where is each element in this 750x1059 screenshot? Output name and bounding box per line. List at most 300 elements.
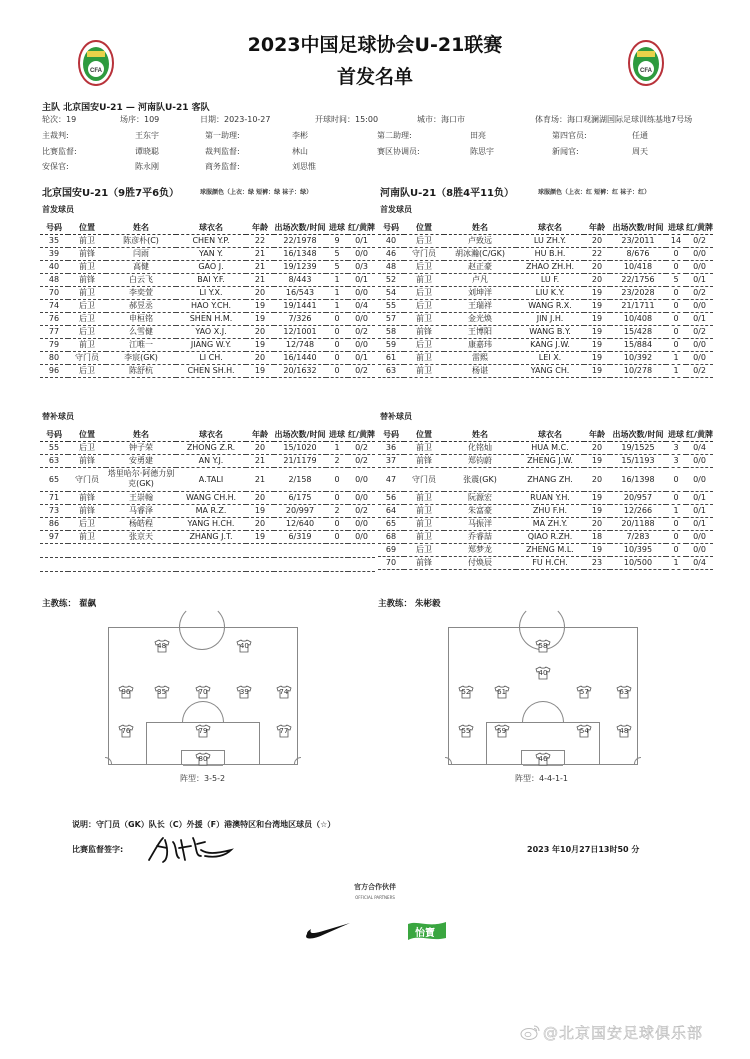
- player-cards: 0/2: [348, 441, 375, 454]
- player-apps-minutes: 12/640: [274, 517, 326, 530]
- player-row: [378, 260, 713, 273]
- player-shirt-marker: [494, 724, 510, 738]
- player-apps-minutes: 10/278: [610, 364, 666, 377]
- player-cards: 0/2: [348, 504, 375, 517]
- player-row: [40, 247, 375, 260]
- player-name: 杨谌: [444, 364, 516, 377]
- player-name: 郝昱丞: [106, 299, 176, 312]
- player-age: 20: [246, 517, 274, 530]
- player-shirt-marker: [535, 666, 551, 680]
- home-team-name: 北京国安U-21（9胜7平6负）: [42, 188, 180, 199]
- player-age: 20: [584, 441, 610, 454]
- col-age: 年龄: [246, 221, 274, 234]
- player-shirt-name: BAI Y.F.: [176, 273, 246, 286]
- col-cards: 红/黄牌: [686, 428, 713, 441]
- player-shirt-name: WANG B.Y.: [516, 325, 584, 338]
- player-cards: 0/2: [348, 454, 375, 467]
- home-starters-table: [40, 221, 375, 378]
- player-row: [40, 234, 375, 247]
- player-number: 35: [40, 234, 68, 247]
- player-shirt-name: ZHANG J.T.: [176, 530, 246, 543]
- player-number: 57: [378, 312, 404, 325]
- player-position: 前卫: [404, 504, 444, 517]
- col-cards: 红/黄牌: [348, 428, 375, 441]
- shirt-number: 76: [121, 727, 131, 736]
- player-name: 高健: [106, 260, 176, 273]
- player-name: 胡冰瀚(C/GK): [444, 247, 516, 260]
- player-position: 前卫: [404, 441, 444, 454]
- player-goals: 1: [666, 504, 686, 517]
- col-goals: 进球: [666, 221, 686, 234]
- player-row: [40, 364, 375, 377]
- player-number: 48: [378, 260, 404, 273]
- player-number: 47: [378, 467, 404, 491]
- col-shirt-name: 球衣名: [176, 221, 246, 234]
- player-apps-minutes: 16/1398: [610, 467, 666, 491]
- player-apps-minutes: 16/543: [274, 286, 326, 299]
- player-age: 20: [584, 234, 610, 247]
- player-name: 付焕辰: [444, 556, 516, 569]
- player-age: 21: [246, 454, 274, 467]
- player-position: 后卫: [404, 260, 444, 273]
- player-apps-minutes: 10/395: [610, 543, 666, 556]
- player-shirt-name: YANG H.CH.: [176, 517, 246, 530]
- shirt-number: 35: [157, 687, 167, 696]
- player-apps-minutes: 23/2028: [610, 286, 666, 299]
- official-label: 比赛监督:: [42, 147, 77, 156]
- player-position: 前卫: [68, 530, 106, 543]
- player-goals: 9: [326, 234, 348, 247]
- player-apps-minutes: 19/1239: [274, 260, 326, 273]
- player-row: [378, 504, 713, 517]
- empty-cell: [348, 557, 375, 571]
- player-name: 卢凡: [444, 273, 516, 286]
- player-number: 58: [378, 325, 404, 338]
- player-number: 86: [40, 517, 68, 530]
- player-shirt-name: LI CH.: [176, 351, 246, 364]
- player-shirt-marker: [118, 724, 134, 738]
- player-name: 卢致远: [444, 234, 516, 247]
- player-apps-minutes: 12/1001: [274, 325, 326, 338]
- player-position: 后卫: [404, 338, 444, 351]
- player-age: 19: [584, 325, 610, 338]
- nike-swoosh-icon: [305, 920, 351, 940]
- player-goals: 0: [326, 491, 348, 504]
- player-number: 37: [378, 454, 404, 467]
- player-apps-minutes: 16/1348: [274, 247, 326, 260]
- player-age: 18: [584, 530, 610, 543]
- col-cards: 红/黄牌: [348, 221, 375, 234]
- player-goals: 5: [666, 273, 686, 286]
- player-apps-minutes: 6/175: [274, 491, 326, 504]
- player-position: 前锋: [68, 504, 106, 517]
- player-shirt-marker: [616, 685, 632, 699]
- col-number: 号码: [378, 221, 404, 234]
- player-row: [378, 299, 713, 312]
- player-position: 后卫: [404, 286, 444, 299]
- shirt-number: 39: [239, 687, 249, 696]
- player-goals: 0: [326, 364, 348, 377]
- player-goals: 0: [326, 351, 348, 364]
- player-shirt-name: FU H.CH.: [516, 556, 584, 569]
- cfa-logo-icon: [628, 40, 664, 86]
- player-position: 前锋: [68, 273, 106, 286]
- player-cards: 0/0: [686, 260, 713, 273]
- svg-text:CFA: CFA: [90, 68, 102, 74]
- player-name: 刘坤洋: [444, 286, 516, 299]
- col-name: 姓名: [106, 221, 176, 234]
- col-cards: 红/黄牌: [686, 221, 713, 234]
- document-subtitle: 首发名单: [336, 66, 413, 88]
- player-shirt-marker: [458, 724, 474, 738]
- player-row: [378, 454, 713, 467]
- player-cards: 0/0: [348, 491, 375, 504]
- col-age: 年龄: [584, 221, 610, 234]
- player-shirt-name: AN Y.J.: [176, 454, 246, 467]
- empty-row: [40, 543, 375, 557]
- shirt-number: 96: [121, 687, 131, 696]
- player-position: 后卫: [68, 364, 106, 377]
- city: 城市：海口市: [417, 115, 465, 124]
- official-value: 李彬: [292, 131, 308, 140]
- player-row: [378, 351, 713, 364]
- shirt-number: 74: [279, 687, 289, 696]
- player-apps-minutes: 22/1756: [610, 273, 666, 286]
- signature-label: 比赛监督签字:: [72, 845, 124, 854]
- player-cards: 0/0: [348, 530, 375, 543]
- player-apps-minutes: 10/500: [610, 556, 666, 569]
- player-age: 19: [584, 454, 610, 467]
- weibo-watermark: @北京国安足球俱乐部: [543, 1024, 704, 1042]
- player-apps-minutes: 10/418: [610, 260, 666, 273]
- away-kit-colors: 球服颜色（上衣：红 短裤：红 袜子：红）: [538, 189, 651, 196]
- player-age: 19: [584, 286, 610, 299]
- document-title: 2023中国足球协会U-21联赛: [247, 34, 503, 56]
- home-subs-label: 替补球员: [42, 412, 74, 421]
- player-position: 后卫: [404, 543, 444, 556]
- player-cards: 0/0: [686, 299, 713, 312]
- corner-arc: [294, 757, 301, 764]
- home-head-coach: 主教练： 翟飙: [42, 599, 96, 609]
- player-shirt-marker: [118, 685, 134, 699]
- player-goals: 0: [326, 338, 348, 351]
- player-row: [378, 234, 713, 247]
- player-row: [378, 325, 713, 338]
- player-name: 李宸(GK): [106, 351, 176, 364]
- player-cards: 0/2: [686, 364, 713, 377]
- player-shirt-name: YAN Y.: [176, 247, 246, 260]
- player-shirt-name: WANG CH.H.: [176, 491, 246, 504]
- kickoff-time: 开球时间：15:00: [315, 115, 379, 124]
- corner-arc: [634, 757, 641, 764]
- player-goals: 0: [666, 312, 686, 325]
- officials-row: [42, 130, 722, 144]
- player-name: 李奕萱: [106, 286, 176, 299]
- shirt-number: 57: [579, 687, 589, 696]
- official-value: 王东宇: [135, 131, 159, 140]
- empty-cell: [326, 557, 348, 571]
- player-name: 钟子荣: [106, 441, 176, 454]
- official-label: 赛区协调员:: [377, 147, 420, 156]
- player-shirt-name: YAO X.J.: [176, 325, 246, 338]
- player-shirt-name: ZHONG Z.R.: [176, 441, 246, 454]
- official-label: 第四官员:: [552, 131, 587, 140]
- empty-row: [40, 557, 375, 571]
- player-name: 白云飞: [106, 273, 176, 286]
- table-header-row: [40, 221, 375, 234]
- player-row: [40, 517, 375, 530]
- shirt-number: 79: [198, 727, 208, 736]
- player-position: 前卫: [404, 530, 444, 543]
- col-apps-minutes: 出场次数/时间: [610, 428, 666, 441]
- away-head-coach: 主教练： 朱彬毅: [378, 599, 441, 609]
- player-shirt-name: LU F.: [516, 273, 584, 286]
- col-shirt-name: 球衣名: [516, 428, 584, 441]
- weibo-icon: [520, 1024, 540, 1040]
- player-age: 19: [246, 312, 274, 325]
- player-name: 闫雨: [106, 247, 176, 260]
- player-shirt-marker: [276, 724, 292, 738]
- col-number: 号码: [40, 221, 68, 234]
- player-shirt-name: JIN J.H.: [516, 312, 584, 325]
- player-apps-minutes: 7/326: [274, 312, 326, 325]
- player-shirt-name: CHEN SH.H.: [176, 364, 246, 377]
- away-formation-label: 阵型：4-4-1-1: [515, 774, 569, 783]
- player-cards: 0/1: [686, 517, 713, 530]
- player-number: 97: [40, 530, 68, 543]
- player-cards: 0/2: [348, 364, 375, 377]
- player-apps-minutes: 21/1711: [610, 299, 666, 312]
- player-cards: 0/4: [686, 556, 713, 569]
- player-goals: 1: [666, 364, 686, 377]
- match-date: 日期：2023-10-27: [200, 115, 271, 124]
- player-shirt-name: QIAO R.ZH.: [516, 530, 584, 543]
- player-age: 20: [246, 491, 274, 504]
- player-row: [40, 504, 375, 517]
- player-apps-minutes: 8/676: [610, 247, 666, 260]
- player-shirt-marker: [154, 685, 170, 699]
- player-row: [378, 530, 713, 543]
- player-shirt-name: YANG CH.: [516, 364, 584, 377]
- player-shirt-name: ZHAO ZH.H.: [516, 260, 584, 273]
- player-cards: 0/0: [686, 351, 713, 364]
- player-shirt-name: LIU K.Y.: [516, 286, 584, 299]
- player-age: 19: [246, 530, 274, 543]
- away-starters-table: [378, 221, 713, 378]
- empty-cell: [274, 543, 326, 557]
- player-number: 69: [378, 543, 404, 556]
- player-row: [40, 530, 375, 543]
- player-age: 19: [584, 338, 610, 351]
- player-cards: 0/1: [686, 491, 713, 504]
- player-row: [40, 454, 375, 467]
- player-number: 96: [40, 364, 68, 377]
- player-goals: 3: [666, 441, 686, 454]
- player-apps-minutes: 20/957: [610, 491, 666, 504]
- player-row: [378, 517, 713, 530]
- legend-note: 说明：守门员（GK）队长（C）外援（F）港澳特区和台湾地区球员（☆）: [72, 820, 336, 829]
- col-shirt-name: 球衣名: [516, 221, 584, 234]
- player-shirt-marker: [236, 685, 252, 699]
- player-goals: 0: [666, 286, 686, 299]
- player-row: [378, 247, 713, 260]
- player-number: 40: [378, 234, 404, 247]
- player-goals: 3: [666, 454, 686, 467]
- player-name: 塔里哈尔·阿德力别克(GK): [106, 467, 176, 491]
- col-apps-minutes: 出场次数/时间: [610, 221, 666, 234]
- player-position: 守门员: [404, 467, 444, 491]
- shirt-number: 54: [579, 727, 589, 736]
- player-cards: 0/4: [686, 441, 713, 454]
- player-cards: 0/2: [348, 325, 375, 338]
- player-number: 68: [378, 530, 404, 543]
- player-number: 52: [378, 273, 404, 286]
- player-age: 19: [246, 299, 274, 312]
- player-position: 前卫: [404, 273, 444, 286]
- player-goals: 0: [666, 467, 686, 491]
- player-cards: 0/1: [686, 273, 713, 286]
- player-position: 后卫: [68, 325, 106, 338]
- player-goals: 5: [326, 260, 348, 273]
- player-apps-minutes: 15/1020: [274, 441, 326, 454]
- player-name: 郑梦龙: [444, 543, 516, 556]
- empty-cell: [68, 543, 106, 557]
- player-age: 19: [584, 504, 610, 517]
- player-row: [378, 338, 713, 351]
- player-row: [40, 351, 375, 364]
- player-position: 前卫: [404, 491, 444, 504]
- player-apps-minutes: 6/319: [274, 530, 326, 543]
- player-apps-minutes: 10/408: [610, 312, 666, 325]
- player-goals: 1: [326, 299, 348, 312]
- player-position: 后卫: [68, 441, 106, 454]
- empty-cell: [246, 543, 274, 557]
- player-age: 20: [584, 273, 610, 286]
- penalty-arc: [522, 701, 564, 723]
- away-starters-label: 首发球员: [380, 205, 412, 214]
- col-goals: 进球: [326, 221, 348, 234]
- player-apps-minutes: 12/266: [610, 504, 666, 517]
- player-shirt-name: HAO Y.CH.: [176, 299, 246, 312]
- player-row: [378, 467, 713, 491]
- player-cards: 0/0: [686, 454, 713, 467]
- col-age: 年龄: [246, 428, 274, 441]
- player-age: 20: [584, 517, 610, 530]
- player-name: 乔睿喆: [444, 530, 516, 543]
- player-shirt-name: JIANG W.Y.: [176, 338, 246, 351]
- shirt-number: 77: [279, 727, 289, 736]
- player-shirt-marker: [236, 639, 252, 653]
- player-name: 雷熙: [444, 351, 516, 364]
- player-goals: 2: [326, 504, 348, 517]
- player-shirt-name: ZHANG ZH.: [516, 467, 584, 491]
- player-shirt-marker: [154, 639, 170, 653]
- player-position: 前锋: [404, 454, 444, 467]
- player-name: 郑钧蔚: [444, 454, 516, 467]
- center-circle: [179, 604, 225, 650]
- match-meta-row: [42, 114, 722, 128]
- player-row: [378, 556, 713, 569]
- player-number: 79: [40, 338, 68, 351]
- shirt-number: 48: [619, 727, 629, 736]
- shirt-number: 46: [538, 754, 548, 763]
- player-name: 马睿泽: [106, 504, 176, 517]
- player-position: 守门员: [68, 351, 106, 364]
- player-position: 后卫: [404, 234, 444, 247]
- player-position: 后卫: [68, 299, 106, 312]
- player-row: [378, 286, 713, 299]
- player-apps-minutes: 7/283: [610, 530, 666, 543]
- official-label: 新闻官:: [552, 147, 579, 156]
- player-shirt-marker: [494, 685, 510, 699]
- player-position: 前卫: [404, 364, 444, 377]
- player-position: 后卫: [404, 299, 444, 312]
- shirt-number: 48: [157, 641, 167, 650]
- player-cards: 0/0: [686, 543, 713, 556]
- official-value: 周天: [632, 147, 648, 156]
- official-value: 林山: [292, 147, 308, 156]
- player-number: 70: [40, 286, 68, 299]
- player-cards: 0/2: [686, 286, 713, 299]
- player-position: 前卫: [404, 312, 444, 325]
- player-position: 守门员: [404, 247, 444, 260]
- player-age: 23: [584, 556, 610, 569]
- official-label: 裁判监督:: [205, 147, 240, 156]
- player-apps-minutes: 8/443: [274, 273, 326, 286]
- player-number: 71: [40, 491, 68, 504]
- shirt-number: 70: [198, 687, 208, 696]
- player-cards: 0/3: [348, 260, 375, 273]
- player-shirt-marker: [576, 724, 592, 738]
- player-number: 64: [378, 504, 404, 517]
- table-header-row: [40, 428, 375, 441]
- player-age: 22: [584, 247, 610, 260]
- empty-cell: [40, 557, 68, 571]
- table-header-row: [378, 221, 713, 234]
- player-goals: 0: [666, 530, 686, 543]
- col-name: 姓名: [106, 428, 176, 441]
- empty-cell: [348, 543, 375, 557]
- player-name: 赵正豪: [444, 260, 516, 273]
- player-name: 张京天: [106, 530, 176, 543]
- svg-text:CFA: CFA: [640, 68, 652, 74]
- player-apps-minutes: 20/1188: [610, 517, 666, 530]
- player-apps-minutes: 19/1525: [610, 441, 666, 454]
- player-number: 73: [40, 504, 68, 517]
- player-shirt-name: CHEN Y.P.: [176, 234, 246, 247]
- player-age: 20: [584, 260, 610, 273]
- player-position: 前锋: [68, 491, 106, 504]
- player-goals: 0: [666, 338, 686, 351]
- player-number: 61: [378, 351, 404, 364]
- player-cards: 0/0: [348, 467, 375, 491]
- partners-subheading: OFFICIAL PARTNERS: [355, 895, 395, 900]
- player-age: 19: [584, 491, 610, 504]
- player-age: 19: [246, 338, 274, 351]
- shirt-number: 61: [497, 687, 507, 696]
- player-shirt-name: RUAN Y.H.: [516, 491, 584, 504]
- player-row: [40, 491, 375, 504]
- player-age: 20: [246, 286, 274, 299]
- player-age: 20: [246, 351, 274, 364]
- player-cards: 0/1: [348, 234, 375, 247]
- player-position: 前卫: [68, 286, 106, 299]
- player-goals: 0: [326, 530, 348, 543]
- player-row: [378, 543, 713, 556]
- match-headline: 主队 北京国安U-21 — 河南队U-21 客队: [42, 103, 210, 113]
- player-shirt-marker: [195, 724, 211, 738]
- player-number: 63: [378, 364, 404, 377]
